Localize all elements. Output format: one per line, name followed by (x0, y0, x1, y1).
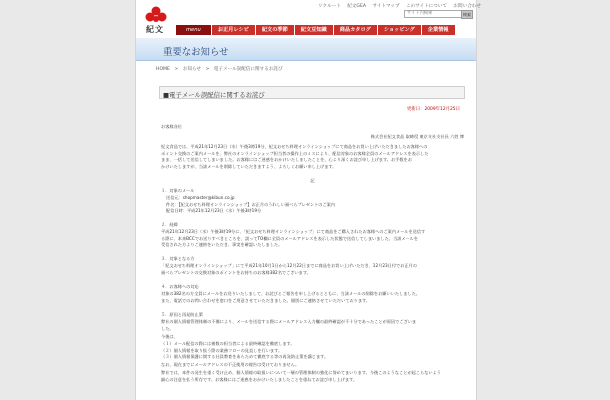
s4-line: 対象の382名の方全員にメールをお送りいたしまして、お詫びとご報告を申し上げるとともに、当該メールの削除をお願いいたしました。 (161, 291, 420, 296)
logo-text: 紀文 (146, 25, 164, 34)
page-title-band (136, 38, 476, 61)
utility-link-sitemap[interactable]: サイトマップ (372, 4, 400, 9)
s3-line: 福べらプレゼントの交換対象のポイントをお持ちのお客様382名でございます。 (161, 269, 311, 275)
s1-line: 件名：【紀文おせち料理オンラインショップ】お正月のうれしい福べらプレゼントのご案内 (166, 201, 336, 207)
article-title: ■電子メール誤配信に関するお詫び (163, 91, 265, 99)
s1-line: 配信日時：平成21年12月23日（水）午後3時19分 (166, 208, 262, 214)
breadcrumb (156, 66, 286, 72)
s5-line: （１）メール配信の際には複数の担当者による最終確認を徹底します。 (161, 341, 295, 346)
intro-line: かけいたしますが、当該メールを削除していただきますよう、よろしくお願い申し上げます。 (161, 163, 337, 169)
nav-item-trivia[interactable]: 紀文豆知識 (295, 25, 334, 35)
s5-line: した。 (161, 325, 174, 331)
section-heading: １．対象のメール (161, 188, 195, 193)
utility-links (318, 3, 486, 9)
intro-line: 紀文食品では、平成21年12月23日（水）午後3時19分、紀文おせち料理オンラインショップにて商品をお買い上げいただきましたお客様への (161, 144, 428, 149)
s4-line: また、電話でのお問い合わせを窓口をご用意させていただきました。個別にご連絡させていただいております。 (161, 297, 371, 303)
nav-item-menu[interactable]: menu (176, 25, 212, 35)
kibun-logo[interactable] (144, 5, 168, 33)
intro-line: ポイント交換のご案内メールを、弊社のオンラインショップ担当者の操作上のミスにより、配信対象のお客様全員のメールアドレスを表示した (161, 150, 429, 156)
intro-line: まま、一括して送信してしまいました。お客様にはご迷惑をおかけいたしましたことを、心より深くお詫び申し上げます。お手数をお (161, 157, 412, 163)
utility-link-contact[interactable]: お問い合わせ (453, 4, 481, 9)
ki-heading: 記 (310, 178, 315, 183)
global-nav (176, 25, 456, 35)
page-title: 重要なお知らせ (163, 47, 229, 58)
breadcrumb-news[interactable]: お知らせ (182, 67, 201, 72)
salutation: お客様各位 (161, 124, 182, 129)
s5-line: 細心の注意を払う所存です。お客様にはご迷惑をおかけいたしましたことを重ねてお詫び申し上げます。 (161, 376, 358, 382)
breadcrumb-separator: > (174, 67, 179, 72)
nav-item-corporate[interactable]: 企業情報 (422, 25, 456, 35)
nav-item-recipes[interactable]: お正月レシピ (212, 25, 256, 35)
section-heading: ２．経緯 (161, 222, 178, 227)
section-heading: ５．原因と再発防止策 (161, 312, 203, 317)
nav-item-shopping[interactable]: ショッピング (378, 25, 422, 35)
s5-line: 弊社の個人情報管理体制の不備により、メールを送信する際にメールアドレス入力欄の最終確認が不十分であったことが原因でございま (161, 319, 417, 324)
s5-line: 弊社では、本件の発生を重く受け止め、個人情報の取扱いについて一層の管理体制の強化に努めてまいります。今後このようなことが起こらないよう (161, 370, 441, 375)
site-search-input[interactable]: サイト内検索 (404, 10, 462, 18)
s5-line: （２）個人情報を取り扱う際の業務フローの見直しを行います。 (161, 347, 283, 353)
utility-link-about[interactable]: このサイトについて (406, 4, 447, 9)
search-button[interactable]: 検索 (463, 12, 471, 17)
s5-line: （３）個人情報保護に関する社員教育をあらためて徹底する等の再発防止策を講じます。 (161, 354, 329, 360)
s3-line: 「紀文おせち料理オンラインショップ」にて平成21年10月1日から12月22日までに商品をお買い上げいただき、12月23日付でお正月の (161, 263, 417, 268)
section-heading: ４．お客様への対応 (161, 284, 199, 289)
utility-link-gea[interactable]: 紀文GEA (347, 4, 367, 9)
section-heading: ３．対象となる方 (161, 256, 195, 261)
s2-line: 受信された方よりご連絡をいただき、事実を確認いたしました。 (161, 242, 283, 248)
nav-item-catalog[interactable]: 商品カタログ (334, 25, 378, 35)
s5-line: 今後は、 (161, 334, 178, 339)
s2-line: る際に、本来BCCでお送りすべきところを、誤ってTO欄に全員のメールアドレスを表示した状態で送信してしまいました。当該メールを (161, 235, 419, 241)
s2-line: 平成21年12月23日（水）午後3時19分に、「紀文おせち料理オンラインショップ」にて商品をご購入されたお客様へのご案内メールを送信す (161, 229, 426, 234)
breadcrumb-current: 電子メール誤配信に関するお詫び (213, 67, 283, 72)
article-title-box (159, 86, 465, 99)
page-container (135, 0, 481, 400)
sender: 株式会社紀文食品 取締役 東京支社支社長 六姓 博 (370, 134, 464, 139)
updated-date: 更新日：2009年12月25日 (406, 107, 460, 112)
s5-line: なお、現在までにメールアドレスの不正使用の報告は受けておりません。 (161, 362, 300, 367)
utility-link-recruit[interactable]: リクルート (318, 4, 341, 9)
breadcrumb-home[interactable]: HOME (156, 67, 170, 72)
s1-line: 送信元：shopmaster@kibun.co.jp (166, 195, 235, 200)
breadcrumb-separator: > (205, 67, 210, 72)
nav-item-season[interactable]: 紀文の季節 (256, 25, 295, 35)
